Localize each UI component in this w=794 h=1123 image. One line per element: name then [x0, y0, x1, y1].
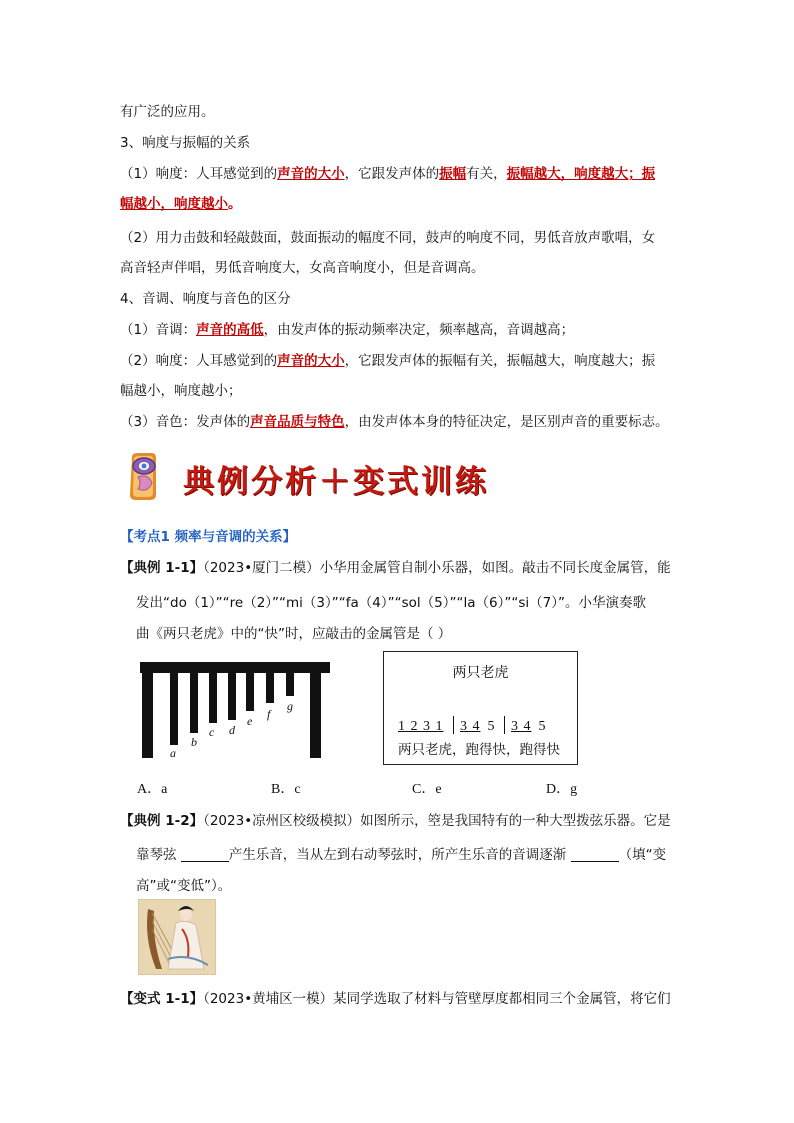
ex2-line2-a: 靠琴弦 [136, 847, 177, 863]
pipe-label-c: c [209, 725, 215, 739]
s3-p1-key3: 振幅越大，响度越大；振 [506, 166, 656, 182]
pipe-g [286, 673, 294, 696]
ex2-line2-c: （填“变 [618, 847, 667, 863]
pipe-d [228, 673, 236, 720]
section4-item3 [120, 412, 669, 432]
option-c: C．e [412, 782, 442, 797]
song-title: 两只老虎 [452, 665, 509, 681]
var1-line1 [120, 989, 671, 1009]
intro-tail: 有广泛的应用。 [120, 104, 215, 120]
s4-i2-key: 声音的大小 [277, 353, 345, 369]
pipe-a [170, 673, 178, 745]
s3-p1-mid2: 有关， [466, 166, 507, 182]
s3-p1-end: 。 [228, 196, 242, 212]
option-d: D．g [546, 782, 578, 797]
pipe-label-f: f [267, 707, 271, 721]
pipe-c [209, 673, 217, 723]
section3-p2-line1: （2）用力击鼓和轻敲鼓面，鼓面振动的幅度不同，鼓声的响度不同，男低音放声歌唱，女 [120, 230, 656, 246]
pipe-label-e: e [247, 714, 253, 728]
ex2-line2-b: 产生乐音，当从左到右动琴弦时，所产生乐音的音调逐渐 [228, 847, 567, 863]
pipe-label-g: g [287, 699, 293, 713]
pipe-f [266, 673, 274, 703]
s4-i3-prefix: （3）音色：发声体的 [120, 414, 251, 430]
ex1-tag: 【典例 1-1】 [120, 560, 204, 576]
ex1-line1-text: （2023•厦门二模）小华用金属管自制小乐器，如图。敲击不同长度金属管，能 [203, 560, 671, 576]
pipe-label-d: d [229, 723, 235, 737]
var1-tag: 【变式 1-1】 [120, 991, 204, 1007]
konghou-player-image [138, 899, 216, 975]
answer-blank-1[interactable] [181, 847, 229, 862]
s3-p1-line2: 幅越小，响度越小 [120, 196, 228, 212]
section3-p1-line2 [120, 194, 242, 214]
option-a: A．a [137, 782, 168, 797]
song-notation [398, 716, 546, 735]
notation-note-5b: 5 [538, 719, 546, 734]
song-notation-box [383, 651, 578, 765]
pipe-e [246, 673, 254, 711]
song-lyrics: 两只老虎，跑得快，跑得快 [398, 742, 560, 758]
section4-item2 [120, 351, 655, 371]
bar-line [453, 716, 454, 734]
var1-line1-text: （2023•黄埔区一模）某同学选取了材料与管壁厚度都相同三个金属管，将它们 [203, 991, 671, 1007]
bar-line [504, 716, 505, 734]
s3-p1-key2: 振幅 [439, 166, 467, 182]
s4-i2-rest: ，它跟发声体的振幅有关，振幅越大，响度越大；振 [344, 353, 656, 369]
ex1-line1 [120, 558, 671, 578]
section4-heading: 4、音调、响度与音色的区分 [120, 291, 291, 307]
s4-i3-rest: ，由发声体本身的特征决定，是区别声音的重要标志。 [344, 414, 669, 430]
metal-pipes-figure [138, 660, 334, 760]
ex2-line1-text: （2023•凉州区校级模拟）如图所示，箜是我国特有的一种大型拨弦乐器。它是 [203, 813, 671, 829]
s4-i1-rest: ，由发声体的振动频率决定，频率越高，音调越高； [263, 322, 575, 338]
notation-group-2: 3 4 [460, 719, 481, 734]
ex2-line1 [120, 811, 671, 831]
s4-i3-key: 声音品质与特色 [250, 414, 345, 430]
notation-group-3: 3 4 [511, 719, 532, 734]
ex2-line2 [136, 845, 666, 865]
ex1-line2: 发出“do（1）”“re（2）”“mi（3）”“fa（4）”“sol（5）”“la（6）”“si（7）”。小华演奏歌 [136, 595, 646, 611]
section4-item1 [120, 320, 574, 340]
option-b: B．c [271, 782, 301, 797]
section3-p1-line1 [120, 164, 655, 184]
banner-logo-icon [126, 453, 186, 501]
s3-p1-key1: 声音的大小 [277, 166, 345, 182]
s4-i1-prefix: （1）音调： [120, 322, 197, 338]
s4-i1-key: 声音的高低 [196, 322, 264, 338]
s3-p1-prefix: （1）响度：人耳感觉到的 [120, 166, 278, 182]
s4-i2-prefix: （2）响度：人耳感觉到的 [120, 353, 278, 369]
section3-heading: 3、响度与振幅的关系 [120, 135, 251, 151]
section4-item2-line2: 幅越小，响度越小； [120, 383, 242, 399]
pipe-label-a: a [170, 746, 176, 760]
notation-note-5a: 5 [487, 719, 495, 734]
ex1-line3: 曲《两只老虎》中的“快”时，应敲击的金属管是（ ） [136, 626, 452, 642]
answer-blank-2[interactable] [571, 847, 619, 862]
ex2-tag: 【典例 1-2】 [120, 813, 204, 829]
kaodian-heading: 【考点1 频率与音调的关系】 [120, 529, 297, 545]
banner-title: 典例分析＋变式训练 [183, 464, 489, 500]
section3-p2-line2: 高音轻声伴唱，男低音响度大，女高音响度小，但是音调高。 [120, 260, 485, 276]
notation-group-1: 1 2 3 1 [398, 719, 444, 734]
pipe-label-b: b [191, 735, 197, 749]
pipe-b [190, 673, 198, 733]
s3-p1-mid1: ，它跟发声体的 [344, 166, 440, 182]
ex2-line3: 高”或“变低”）。 [136, 878, 232, 894]
